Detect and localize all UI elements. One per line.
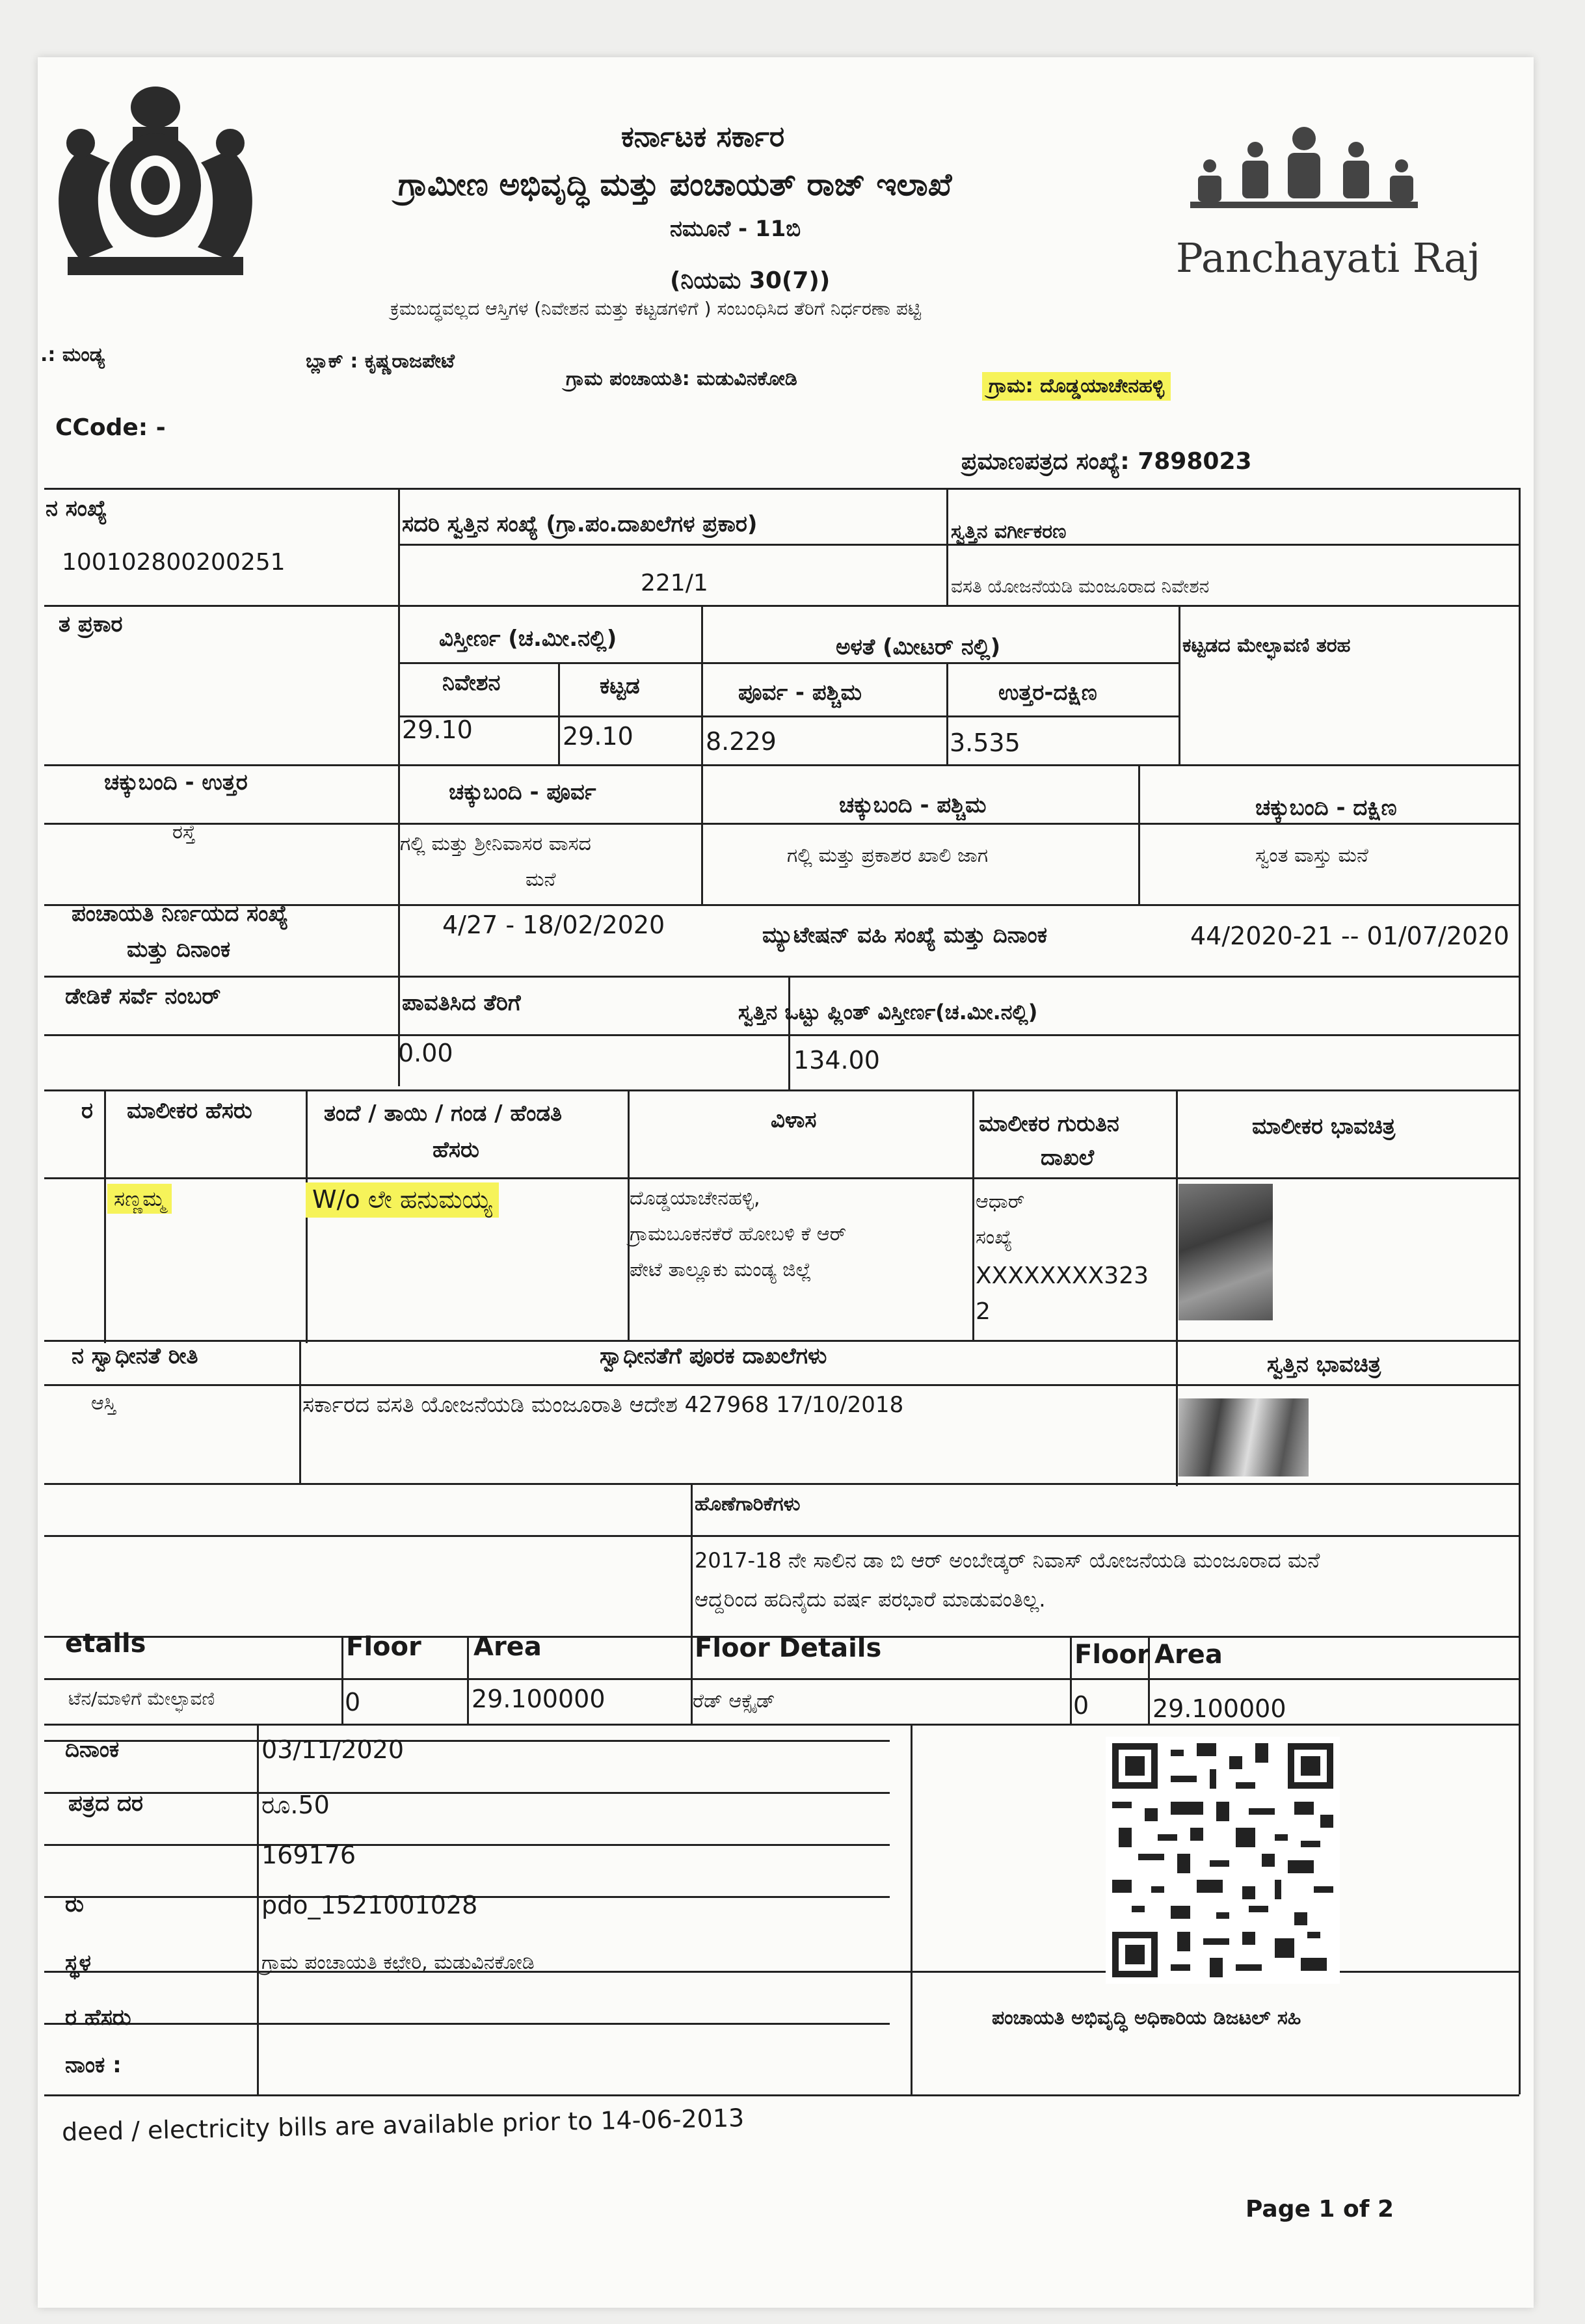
- floor-row1-desc: ಟೆನ/ಮಾಳಿಗೆ ಮೇಲ್ಛಾವಣಿ: [68, 1688, 215, 1709]
- fee-label: ಪತ್ರದ ದರ: [68, 1791, 143, 1817]
- north-boundary-value: ರಸ್ತೆ: [172, 821, 196, 844]
- owner-id-type-2: ಸಂಖ್ಯೆ: [976, 1226, 1013, 1249]
- east-boundary-value-2: ಮನೆ: [526, 868, 556, 891]
- digital-signature-label: ಪಂಚಾಯತಿ ಅಭಿವೃದ್ಧಿ ಅಧಿಕಾರಿಯ ಡಿಜಟಲ್ ಸಹಿ: [992, 2007, 1301, 2029]
- mutation-value: 44/2020-21 -- 01/07/2020: [1190, 922, 1510, 950]
- owner-photo-label: ಮಾಲೀಕರ ಭಾವಚಿತ್ರ: [1252, 1114, 1396, 1140]
- floor-row2-area: 29.100000: [1152, 1694, 1286, 1723]
- panchayati-raj-logo-text: Panchayati Raj: [1176, 234, 1481, 282]
- resolution-label-2: ಮತ್ತು ದಿನಾಂಕ: [127, 937, 231, 963]
- signed-date-label: ನಾಂಕ :: [65, 2052, 122, 2078]
- qr-code-icon: [1106, 1737, 1340, 1984]
- area-label: ವಿಸ್ತೀರ್ಣ (ಚ.ಮೀ.ನಲ್ಲಿ): [439, 626, 617, 652]
- officer-name-label: ರ ಹೆಸರು: [65, 2005, 131, 2031]
- relation-label: ತಂದೆ / ತಾಯಿ / ಗಂಡ / ಹೆಂಡತಿ: [324, 1101, 562, 1127]
- grid-line: [44, 823, 1519, 825]
- west-boundary-value: ಗಲ್ಲಿ ಮತ್ತು ಪ್ರಕಾಶರ ಖಾಲಿ ಜಾಗ: [787, 844, 989, 867]
- property-id-label: ನ ಸಂಖ್ಯೆ: [46, 496, 107, 522]
- header-rule: (ನಿಯಮ 30(7)): [670, 267, 831, 294]
- owner-name: ಸಣ್ಣಮ್ಮ: [107, 1184, 172, 1214]
- karnataka-emblem-icon: [42, 72, 269, 286]
- tax-paid-label: ಪಾವತಿಸಿದ ತೆರಿಗೆ: [402, 990, 521, 1016]
- village: ಗ್ರಾಮ: ದೊಡ್ಡಯಾಚೇನಹಳ್ಳಿ: [982, 372, 1171, 401]
- place-value: ಗ್ರಾಮ ಪಂಚಾಯತಿ ಕಛೇರಿ, ಮಡುವಿನಕೋಡಿ: [261, 1951, 535, 1974]
- officer-value: pdo_1521001028: [261, 1891, 478, 1919]
- east-boundary-value: ಗಲ್ಲಿ ಮತ್ತು ಶ್ರೀನಿವಾಸರ ವಾಸದ: [400, 833, 591, 855]
- roof-type-label: ಕಟ್ಟಡದ ಮೇಲ್ಛಾವಣಿ ತರಹ: [1182, 634, 1351, 657]
- east-west-value: 8.229: [706, 727, 777, 756]
- floor-details-label: etails: [65, 1629, 146, 1659]
- grid-line: [1176, 1089, 1178, 1486]
- grid-line: [44, 2094, 1519, 2096]
- grid-line: [299, 1340, 301, 1483]
- east-boundary-label: ಚಕ್ಕುಬಂದಿ - ಪೂರ್ವ: [449, 779, 596, 805]
- grid-line: [946, 488, 948, 605]
- footer-note: deed / electricity bills are available prior to 14-06-2013: [61, 2104, 745, 2146]
- floor-row2-desc: ರೆಡ್ ಆಕ್ಸೈಡ್: [693, 1690, 775, 1713]
- grid-line: [628, 1089, 630, 1340]
- grid-line: [44, 488, 1519, 490]
- owner-relation: W/o ಲೇ ಹನುಮಯ್ಯ: [306, 1182, 499, 1218]
- floor-label-2: Floor: [1074, 1640, 1150, 1670]
- grid-line: [788, 976, 790, 1089]
- classification-value: ವಸತಿ ಯೋಜನೆಯಡಿ ಮಂಜೂರಾದ ನಿವೇಶನ: [951, 576, 1210, 597]
- grid-line: [44, 764, 1519, 766]
- old-number-label: ಸದರಿ ಸ್ವತ್ತಿನ ಸಂಖ್ಯೆ (ಗ್ರಾ.ಪಂ.ದಾಖಲೆಗಳ ಪ್ರಕಾರ): [402, 511, 758, 537]
- grid-line: [1138, 764, 1140, 904]
- owner-photo: [1179, 1184, 1273, 1320]
- grid-line: [44, 1724, 1519, 1726]
- plinth-area-value: 134.00: [793, 1046, 880, 1075]
- grid-line: [44, 1340, 1519, 1342]
- property-photo-label: ಸ್ವತ್ತಿನ ಭಾವಚಿತ್ರ: [1267, 1352, 1381, 1378]
- liabilities-value-2: ಆದ್ದರಿಂದ ಹದಿನೈದು ವರ್ಷ ಪರಭಾರೆ ಮಾಡುವಂತಿಲ್ಲ.: [695, 1587, 1046, 1612]
- east-west-label: ಪೂರ್ವ - ಪಶ್ಚಿಮ: [738, 680, 862, 706]
- grid-line: [1070, 1636, 1072, 1724]
- grid-line: [44, 1792, 890, 1794]
- grid-line: [398, 544, 1519, 546]
- liabilities-label: ಹೊಣೆಗಾರಿಕೆಗಳು: [695, 1493, 801, 1516]
- site-label: ನಿವೇಶನ: [442, 670, 501, 696]
- issue-date-label: ದಿನಾಂಕ: [65, 1737, 120, 1763]
- grid-line: [44, 1034, 1519, 1036]
- grid-line: [701, 605, 703, 904]
- owner-id-type: ಆಧಾರ್: [976, 1190, 1025, 1213]
- possession-docs-label: ಸ್ವಾಧೀನತೆಗೆ ಪೂರಕ ದಾಖಲೆಗಳು: [600, 1343, 827, 1369]
- old-number-value: 221/1: [641, 570, 708, 596]
- grid-line: [44, 1678, 1519, 1680]
- grid-line: [1519, 488, 1521, 2094]
- owner-address-3: ಪೇಟೆ ತಾಲ್ಲೂಕು ಮಂಡ್ಯ ಜಿಲ್ಲೆ: [630, 1259, 812, 1281]
- grid-line: [398, 488, 400, 1086]
- owner-id-value: XXXXXXXX323: [976, 1262, 1149, 1289]
- grid-line: [946, 662, 948, 764]
- owner-number-label: ರ: [81, 1098, 93, 1124]
- owner-id-label-2: ದಾಖಲೆ: [1041, 1145, 1095, 1171]
- grid-line: [44, 1844, 890, 1846]
- grid-line: [44, 976, 1519, 978]
- header-form-number: ನಮೂನೆ - 11ಬಿ: [670, 216, 801, 242]
- grid-line: [44, 1177, 1519, 1179]
- tax-paid-value: 0.00: [398, 1039, 453, 1067]
- possession-mode-label: ನ ಸ್ವಾಧೀನತೆ ರೀತಿ: [72, 1343, 198, 1369]
- property-type-label: ತ ಪ್ರಕಾರ: [59, 611, 123, 637]
- floor-details-label-2: Floor Details: [695, 1633, 882, 1663]
- receipt-value: 169176: [261, 1841, 356, 1869]
- floor-row2-floor: 0: [1073, 1691, 1089, 1720]
- owner-id-label: ಮಾಲೀಕರ ಗುರುತಿನ: [979, 1111, 1119, 1137]
- grid-line: [972, 1089, 974, 1340]
- property-id-value: 100102800200251: [62, 549, 286, 576]
- liabilities-value-1: 2017-18 ನೇ ಸಾಲಿನ ಡಾ ಬಿ ಆರ್ ಅಂಬೇಡ್ಕರ್ ನಿವಾಸ್ ಯೋಜನೆಯಡಿ ಮಂಜೂರಾದ ಮನೆ: [695, 1548, 1320, 1573]
- north-south-value: 3.535: [950, 728, 1020, 757]
- possession-docs-value: ಸರ್ಕಾರದ ವಸತಿ ಯೋಜನೆಯಡಿ ಮಂಜೂರಾತಿ ಆದೇಶ 427968 17/10/2018: [302, 1392, 904, 1418]
- classification-label: ಸ್ವತ್ತಿನ ವರ್ಗೀಕರಣ: [951, 520, 1067, 543]
- site-area-value: 29.10: [402, 715, 473, 744]
- header-department: ಗ್ರಾಮೀಣ ಅಭಿವೃದ್ಧಿ ಮತ್ತು ಪಂಚಾಯತ್ ರಾಜ್ ಇಲಾಖೆ: [398, 167, 952, 203]
- grid-line: [44, 2023, 890, 2025]
- south-boundary-label: ಚಕ್ಕುಬಂದಿ - ದಕ್ಷಿಣ: [1255, 795, 1397, 821]
- resolution-label: ಪಂಚಾಯತಿ ನಿರ್ಣಯದ ಸಂಖ್ಯೆ: [72, 901, 289, 927]
- grid-line: [341, 1636, 343, 1724]
- grid-line: [911, 1724, 912, 2094]
- north-south-label: ಉತ್ತರ-ದಕ್ಷಿಣ: [998, 680, 1097, 706]
- plinth-area-label: ಸ್ವತ್ತಿನ ಒಟ್ಟು ಪ್ಲಿಂತ್ ವಿಸ್ತೀರ್ಣ(ಚ.ಮೀ.ನಲ್ಲಿ): [738, 1000, 1038, 1024]
- fee-value: ರೂ.50: [261, 1791, 330, 1819]
- header-subtitle: ಕ್ರಮಬದ್ಧವಲ್ಲದ ಆಸ್ತಿಗಳ (ನಿವೇಶನ ಮತ್ತು ಕಟ್ಟಡಗಳಿಗೆ ) ಸಂಬಂಧಿಸಿದ ತೆರಿಗೆ ನಿರ್ಧರಣಾ ಪಟ್ಟಿ: [390, 298, 922, 319]
- west-boundary-label: ಚಕ್ಕುಬಂದಿ - ಪಶ್ಚಿಮ: [839, 792, 987, 818]
- block: ಬ್ಲಾಕ್ : ಕೃಷ್ಣರಾಜಪೇಟೆ: [306, 350, 455, 373]
- district: .: ಮಂಡ್ಯ: [40, 343, 105, 366]
- grid-line: [467, 1636, 469, 1724]
- grid-line: [398, 715, 1179, 717]
- grid-line: [44, 1740, 890, 1742]
- survey-number-label: ಡೇಡಿಕೆ ಸರ್ವೆ ನಂಬರ್: [65, 983, 221, 1009]
- south-boundary-value: ಸ್ವಂತ ವಾಸ್ತು ಮನೆ: [1255, 844, 1368, 867]
- lg-code: CCode: -: [55, 414, 166, 441]
- grid-line: [1179, 605, 1180, 764]
- grid-line: [558, 662, 560, 764]
- north-boundary-label: ಚಕ್ಕುಬಂದಿ - ಉತ್ತರ: [104, 769, 248, 795]
- certificate-number: ಪ್ರಮಾಣಪತ್ರದ ಸಂಖ್ಯೆ: 7898023: [961, 448, 1252, 475]
- floor-row1-area: 29.100000: [472, 1685, 606, 1713]
- issue-date-value: 03/11/2020: [261, 1735, 405, 1764]
- owner-address-2: ಗ್ರಾಮಬೂಕನಕೆರೆ ಹೋಬಳಿ ಕೆ ಆರ್: [630, 1223, 847, 1246]
- property-photo: [1179, 1398, 1309, 1476]
- owner-address-1: ದೊಡ್ಡಯಾಚೇನಹಳ್ಳಿ,: [630, 1187, 760, 1210]
- grid-line: [44, 1535, 1519, 1537]
- grid-line: [104, 1089, 106, 1343]
- grid-line: [44, 1384, 1519, 1386]
- resolution-value: 4/27 - 18/02/2020: [442, 911, 665, 939]
- panchayati-raj-logo-icon: [1171, 120, 1431, 231]
- building-area-value: 29.10: [563, 722, 633, 751]
- grid-line: [691, 1483, 693, 1724]
- gram-panchayat: ಗ್ರಾಮ ಪಂಚಾಯತಿ: ಮಡುವಿನಕೋಡಿ: [566, 367, 797, 390]
- possession-mode-value: ಆಸ್ತಿ: [91, 1392, 116, 1415]
- address-label: ವಿಳಾಸ: [771, 1107, 817, 1133]
- grid-line: [44, 1089, 1519, 1091]
- floor-label: Floor: [346, 1632, 421, 1662]
- floor-row1-floor: 0: [345, 1688, 361, 1716]
- area-column-label-2: Area: [1154, 1640, 1223, 1670]
- relation-label-2: ಹೆಸರು: [433, 1137, 479, 1163]
- building-label: ಕಟ್ಟಡ: [600, 673, 640, 699]
- owner-name-label: ಮಾಲೀಕರ ಹೆಸರು: [127, 1098, 252, 1124]
- grid-line: [44, 1483, 1519, 1485]
- grid-line: [257, 1724, 259, 2094]
- owner-id-value-2: 2: [976, 1298, 991, 1325]
- header-government: ಕರ್ನಾಟಕ ಸರ್ಕಾರ: [621, 120, 785, 154]
- place-label: ಸ್ಥಳ: [65, 1950, 91, 1976]
- measure-label: ಅಳತೆ (ಮೀಟರ್ ನಲ್ಲಿ): [836, 634, 1001, 660]
- area-column-label: Area: [473, 1632, 542, 1662]
- grid-line: [44, 605, 1519, 607]
- grid-line: [398, 662, 1179, 664]
- page-number: Page 1 of 2: [1245, 2196, 1394, 2223]
- officer-label: ರು: [65, 1891, 84, 1917]
- mutation-label: ಮ್ಯುಟೇಷನ್ ವಹಿ ಸಂಖ್ಯೆ ಮತ್ತು ದಿನಾಂಕ: [762, 922, 1048, 948]
